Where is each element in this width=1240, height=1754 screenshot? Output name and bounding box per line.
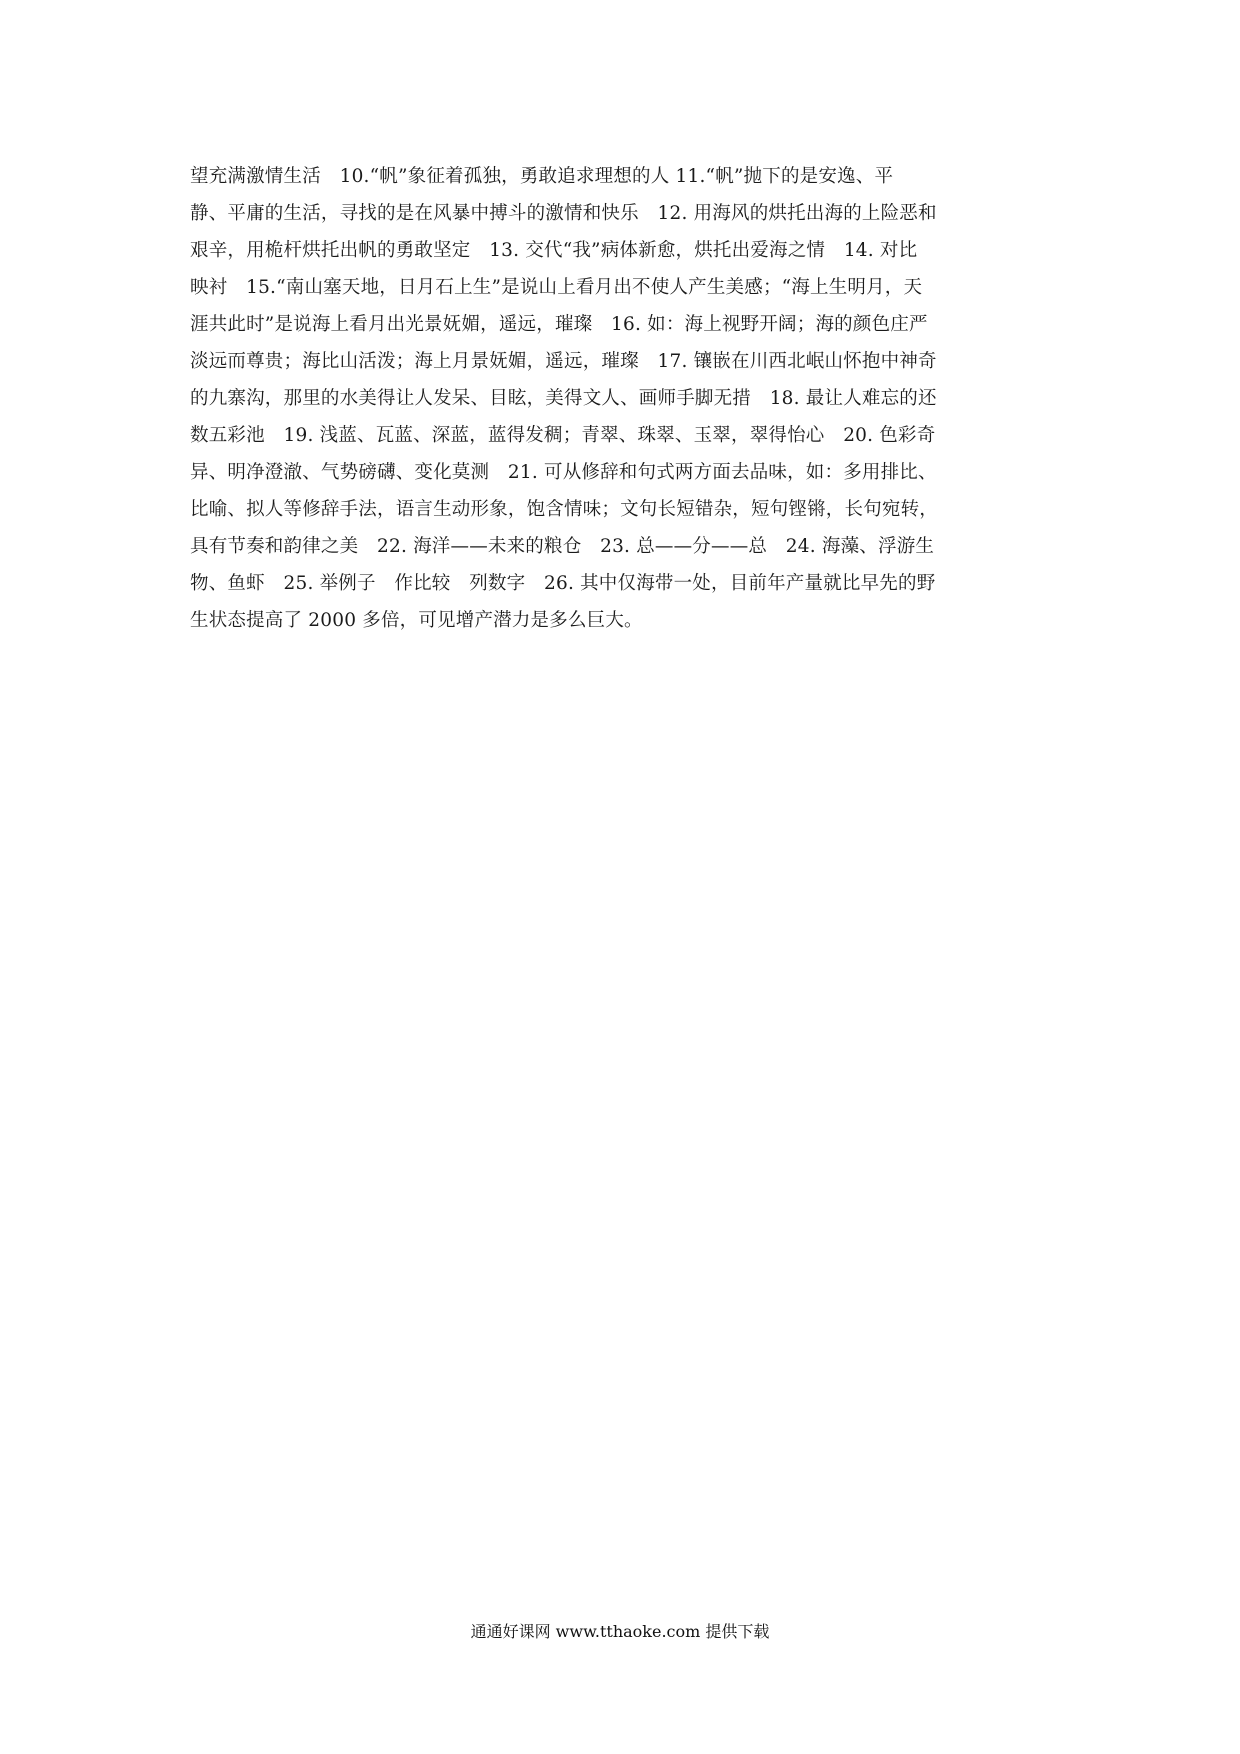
answer-line: 具有节奏和韵律之美 22. 海洋——未来的粮仓 23. 总——分——总 24. 海藻、浮游生	[190, 536, 935, 557]
answer-line: 比喻、拟人等修辞手法，语言生动形象，饱含情味；文句长短错杂，短句铿锵，长句宛转，	[190, 499, 939, 520]
answer-line: 望充满激情生活 10.“帆”象征着孤独，勇敢追求理想的人 11.“帆”抛下的是安逸、平	[190, 166, 894, 187]
answer-line: 的九寨沟，那里的水美得让人发呆、目眩，美得文人、画师手脚无措 18. 最让人难忘的还	[190, 388, 937, 409]
page-footer: 通通好课网 www.tthaoke.com 提供下载	[470, 1622, 770, 1641]
answer-line: 异、明净澄澈、气势磅礴、变化莫测 21. 可从修辞和句式两方面去品味，如：多用排比、	[190, 462, 937, 483]
answer-line: 淡远而尊贵；海比山活泼；海上月景妩媚，遥远，璀璨 17. 镶嵌在川西北岷山怀抱中神奇	[190, 351, 937, 372]
answer-line: 映衬 15.“南山塞天地，日月石上生”是说山上看月出不使人产生美感；“海上生明月，天	[190, 277, 923, 298]
answer-line: 物、鱼虾 25. 举例子 作比较 列数字 26. 其中仅海带一处，目前年产量就比早先的野	[190, 573, 936, 594]
answer-text-block	[190, 158, 1070, 639]
answer-line: 涯共此时”是说海上看月出光景妩媚，遥远，璀璨 16. 如：海上视野开阔；海的颜色庄严	[190, 314, 928, 335]
answer-line: 静、平庸的生活，寻找的是在风暴中搏斗的激情和快乐 12. 用海风的烘托出海的上险恶和	[190, 203, 937, 224]
answer-line: 艰辛，用桅杆烘托出帆的勇敢坚定 13. 交代“我”病体新愈，烘托出爱海之情 14. 对比	[190, 240, 918, 261]
answer-line: 生状态提高了 2000 多倍，可见增产潜力是多么巨大。	[190, 610, 643, 631]
answer-line: 数五彩池 19. 浅蓝、瓦蓝、深蓝，蓝得发稠；青翠、珠翠、玉翠，翠得怡心 20. 色彩奇	[190, 425, 936, 446]
